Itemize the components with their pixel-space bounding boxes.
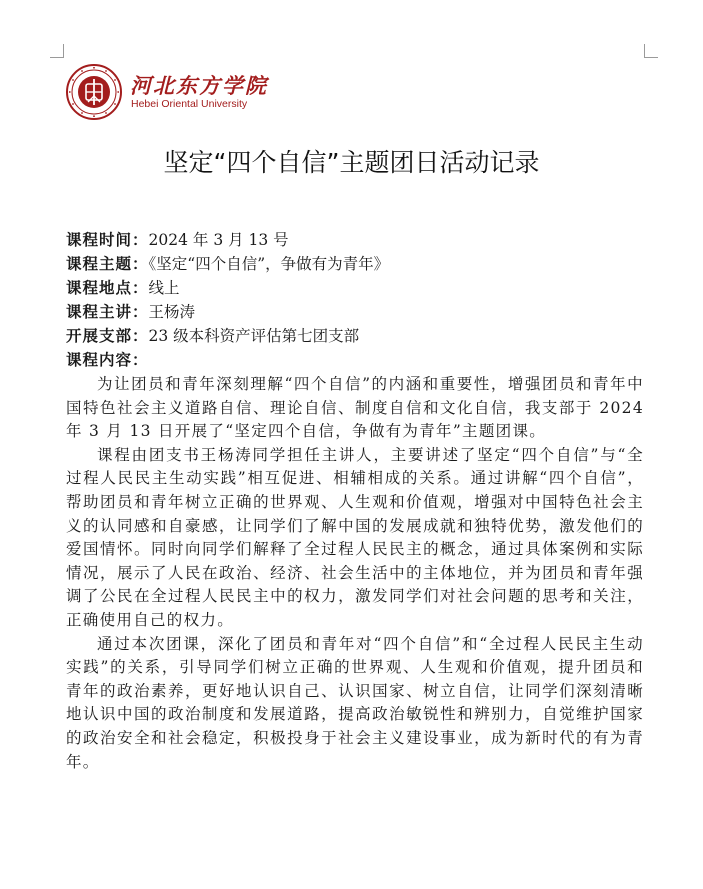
course-location-value: 线上 [148, 279, 180, 297]
course-speaker-value: 王杨涛 [148, 303, 196, 321]
course-time-label: 课程时间： [66, 231, 149, 249]
branch-value: 23 级本科资产评估第七团支部 [148, 327, 360, 345]
course-speaker-row [66, 300, 646, 324]
content-paragraph-2: 课程由团支书王杨涛同学担任主讲人，主要讲述了坚定“四个自信”与“全过程人民民主生动实践”相互促进、相辅相成的关系。通过讲解“四个自信”，帮助团员和青年树立正确的世界观、人生观和价值观，增强对中国特色社会主义的认同感和自豪感，让同学们了解中国的发展成就和独特优势，激发他们的爱国情怀。同时向同学们解释了全过程人民民主的概念，通过具体案例和实际情况，展示了人民在政治、经济、社会生活中的主体地位，并为团员和青年强调了公民在全过程人民民主中的权力，激发同学们对社会问题的思考和关注，正确使用自己的权力。 [66, 445, 644, 629]
course-content-label: 课程内容： [66, 351, 149, 369]
course-content-body [66, 373, 644, 774]
university-seal-icon [66, 64, 122, 120]
course-content-row [66, 348, 646, 372]
content-paragraph-3: 通过本次团课，深化了团员和青年对“四个自信”和“全过程人民民主生动实践”的关系，引导同学们树立正确的世界观、人生观和价值观，提升团员和青年的政治素养，更好地认识自己、认识国家、树立自信，让同学们深刻清晰地认识中国的政治制度和发展道路，提高政治敏锐性和辨别力，自觉维护国家的政治安全和社会稳定，积极投身于社会主义建设事业，成为新时代的有为青年。 [66, 634, 644, 771]
course-time-value: 2024 年 3 月 13 号 [148, 231, 289, 249]
document-title: 坚定“四个自信”主题团日活动记录 [163, 148, 540, 177]
course-time-row [66, 228, 646, 252]
course-topic-label: 课程主题： [66, 255, 149, 273]
course-topic-value: 《坚定“四个自信”，争做有为青年》 [148, 255, 390, 273]
course-info-list [66, 228, 646, 372]
page-corner-mark-top-right [644, 44, 658, 58]
university-name-cn: 河北东方学院 [130, 74, 268, 98]
branch-row [66, 324, 646, 348]
content-paragraph-1: 为让团员和青年深刻理解“四个自信”的内涵和重要性，增强团员和青年中国特色社会主义道路自信、理论自信、制度自信和文化自信，我支部于 2024 年 3 月 13 日开展了“坚定四个自信，争做有为青年”主题团课。 [66, 375, 644, 441]
course-location-label: 课程地点： [66, 279, 149, 297]
course-location-row [66, 276, 646, 300]
page-corner-mark-top-left [50, 44, 64, 58]
branch-label: 开展支部： [66, 327, 149, 345]
university-name-en: Hebei Oriental University [131, 98, 248, 110]
course-speaker-label: 课程主讲： [66, 303, 149, 321]
course-topic-row [66, 252, 646, 276]
